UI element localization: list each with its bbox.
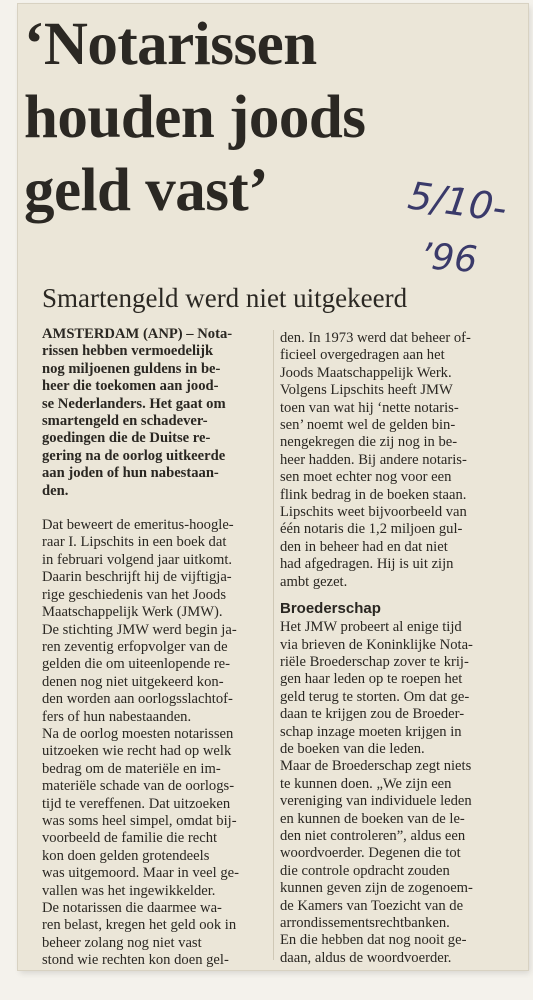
lead-text-line: nog miljoenen guldens in be- [42,360,221,377]
body-text-line: die controle opdracht zouden [280,862,450,879]
body-text-line: beheer zolang nog niet vast [42,934,202,951]
body-text-line: De stichting JMW werd begin ja- [42,621,237,638]
body-text-line: toen van wat hij ‘nette notaris- [280,399,459,416]
body-text-line: vallen was het ingewikkelder. [42,882,216,899]
body-text-line: fers of hun nabestaanden. [42,708,192,725]
body-text-line: nengekregen die zij nog in be- [280,434,458,451]
lead-text-line: AMSTERDAM (ANP) – Nota- [42,326,233,342]
body-text-line: woordvoerder. Degenen die tot [280,845,461,862]
body-text-line: de boeken van die leden. [280,740,425,757]
section-heading: Broederschap [280,600,381,618]
body-text-line: Volgens Lipschits heeft JMW [280,382,453,399]
paragraph-gap [42,500,267,517]
body-text-line: de Kamers van Toezicht van de [280,897,464,914]
body-text-line: had afgedragen. Hij is uit zijn [280,556,454,573]
body-text-line: via brieven de Koninklijke Nota- [280,636,473,653]
body-text-line: in februari volgend jaar uitkomt. [42,551,233,568]
body-text-line: Dat beweert de emeritus-hoogle- [42,517,234,534]
lead-text-line: goedingen die de Duitse re- [42,430,211,447]
body-text-line: ambt gezet. [280,573,348,590]
subheading: Smartengeld werd niet uitgekeerd [42,283,408,313]
body-text-line: De notarissen die daarmee wa- [42,900,222,916]
headline-line: ‘Notarissen [24,11,317,78]
body-text-line: kon doen gelden grotendeels [42,847,210,864]
lead-text-line: aan joden of hun nabestaan- [42,465,219,482]
body-text-line: gelden die om uiteenlopende re- [42,656,231,673]
body-text-line: Maatschappelijk Werk (JMW). [42,604,223,621]
lead-text-line: den. [42,482,69,499]
handwritten-date-annotation [400,173,510,290]
body-text-line: gen haar leden op te roepen het [280,671,463,688]
body-text-line: tijd te vereffenen. Dat uitzoeken [42,795,231,812]
body-text-line: Het JMW probeert al enige tijd [280,619,462,636]
body-text-line: flink bedrag in de boeken staan. [280,486,467,503]
body-paragraph [42,517,267,970]
body-text-line: stond wie rechten kon doen gel- [42,952,229,969]
body-text-line: kunnen geven zijn de zogenoem- [280,880,473,897]
left-column [42,326,267,970]
body-text-line: daan te krijgen zou de Broeder- [280,706,465,723]
lead-text-line: rissen hebben vermoedelijk [42,343,214,360]
column-divider [273,330,274,960]
headline-line: houden joods [24,84,366,151]
body-text-line: te kunnen doen. „We zijn een [280,775,452,792]
body-text-line: den in beheer had en dat niet [280,538,448,555]
lead-text-line: heer die toekomen aan jood- [42,378,219,395]
body-text-line: ren belast, kregen het geld ook in [42,917,237,934]
section-paragraph [280,619,505,967]
lead-text-line: se Nederlanders. Het gaat om [42,395,226,412]
handwritten-date-line: ’96 [418,236,479,281]
body-text-line: voorbeeld de familie die recht [42,830,218,847]
handwritten-date-line: 5/10- [405,173,510,231]
body-text-line: geld terug te storten. Om dat ge- [280,688,470,705]
lead-text-line: smartengeld en schadever- [42,413,208,430]
body-text-line: Daarin beschrijft hij de vijftigja- [42,569,232,586]
body-text-line: En die hebben dat nog nooit ge- [280,932,467,949]
body-text-line: den niet controleren”, aldus een [280,827,466,844]
body-text-line: den. In 1973 werd dat beheer of- [280,330,471,346]
body-text-line: sen moet echter nog voor een [280,469,452,486]
lead-paragraph [42,326,267,500]
body-text-line: was uitgemoord. Maar in veel ge- [42,865,239,882]
body-text-line: daan, aldus de woordvoerder. [280,949,452,966]
body-text-line: Joods Maatschappelijk Werk. [280,364,452,381]
body-text-line: vereniging van individuele leden [280,793,472,810]
body-text-line: den worden aan oorlogsslachtof- [42,691,233,708]
body-text-line: rige geschiedenis van het Joods [42,586,226,603]
body-text-line: Lipschits weet bijvoorbeeld van [280,504,467,521]
lead-text-line: gering na de oorlog uitkeerde [42,447,226,464]
body-text-line: uitzoeken wie recht had op welk [42,743,232,760]
body-text-line: heer hadden. Bij andere notaris- [280,451,467,468]
body-text-line: was soms heel simpel, omdat bij- [42,812,237,829]
body-text-line: Na de oorlog moesten notarissen [42,725,234,742]
body-paragraph [280,330,505,591]
body-text-line: arrondissementsrechtbanken. [280,915,450,931]
body-text-line: raar I. Lipschits in een boek dat [42,534,227,551]
right-column [280,330,505,967]
body-text-line: schap inzage moeten krijgen in [280,723,462,740]
body-text-line: ficieel overgedragen aan het [280,347,445,364]
body-text-line: sen’ noemt wel de gelden bin- [280,417,456,434]
body-text-line: één notaris die 1,2 miljoen gul- [280,521,463,538]
headline-line: geld vast’ [24,157,269,224]
body-text-line: materiële schade van de oorlogs- [42,778,235,795]
body-text-line: denen nog niet uitgekeerd kon- [42,673,224,690]
body-text-line: ren zeventig erfopvolger van de [42,638,228,655]
body-text-line: riële Broederschap zover te krij- [280,653,469,670]
body-text-line: en kunnen de boeken van de le- [280,810,465,827]
body-text-line: Maar de Broederschap zegt niets [280,758,472,775]
body-text-line: bedrag om de materiële en im- [42,760,221,777]
